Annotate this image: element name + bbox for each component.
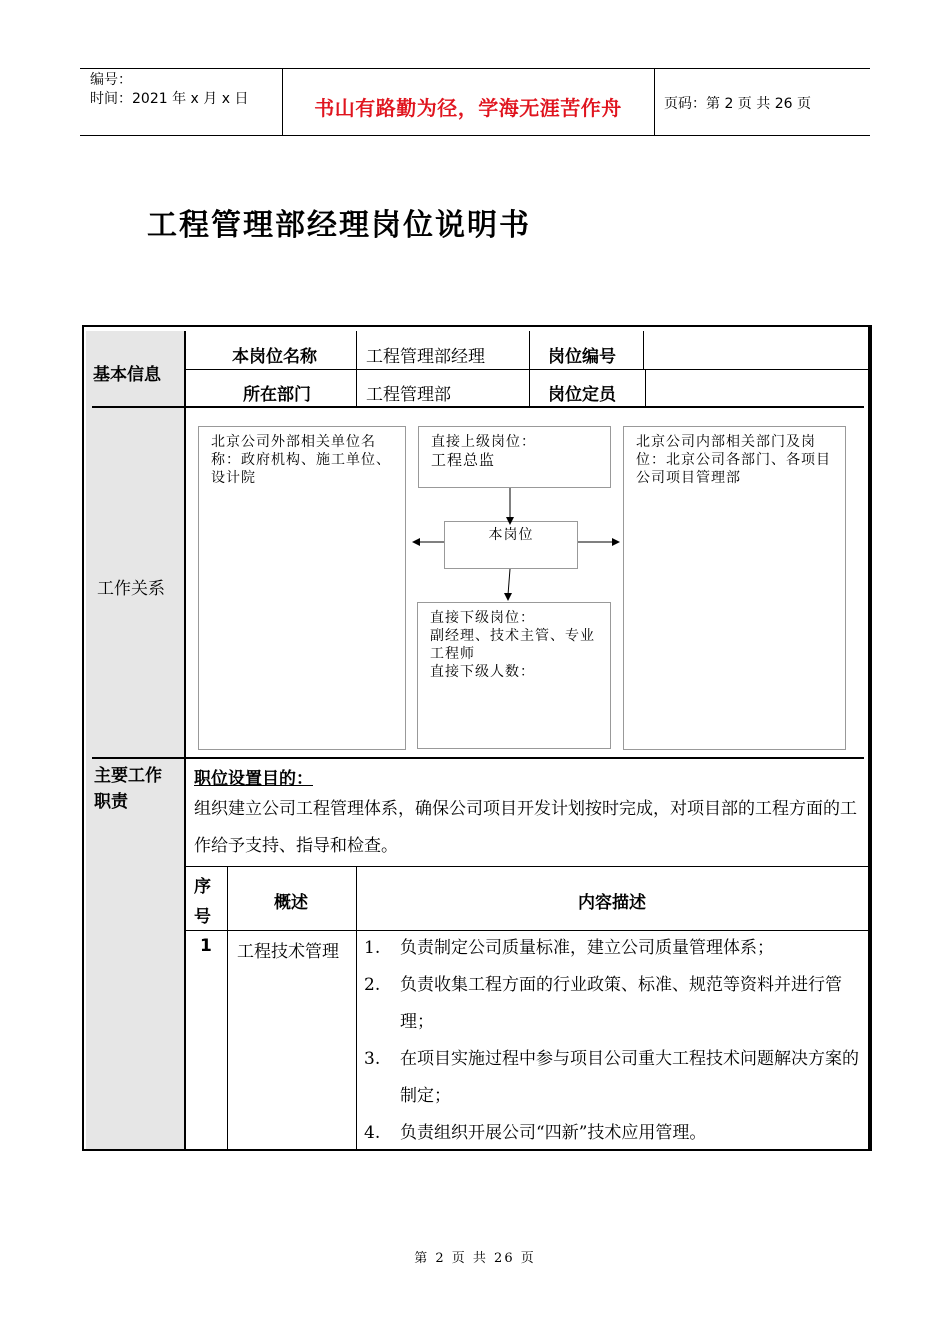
purpose-text: 组织建立公司工程管理体系，确保公司项目开发计划按时完成，对项目部的工程方面的工作给予支持、指导和检查。 (194, 799, 857, 856)
subordinate-count-label: 直接下级人数： (430, 664, 535, 680)
list-item: 4. 负责组织开展公司“四新”技术应用管理。 (364, 1123, 707, 1143)
subordinate-label: 直接下级岗位： (430, 610, 535, 626)
col-header-desc: 内容描述 (578, 893, 646, 913)
superior-box (418, 426, 611, 488)
arrow-head (506, 517, 514, 525)
doc-time: 时间：2021 年 x 月 x 日 (90, 91, 249, 107)
subordinate-value: 副经理、技术主管、专业工程师 (430, 628, 595, 662)
superior-value: 工程总监 (431, 451, 496, 469)
internal-units-box: 北京公司内部相关部门及岗位：北京公司各部门、各项目公司项目管理部 (623, 426, 846, 750)
col-divider (643, 331, 644, 369)
header-top-rule (80, 68, 870, 69)
post-name-value: 工程管理部经理 (366, 347, 485, 367)
header-motto: 书山有路勤为径，学海无涯苦作舟 (314, 96, 622, 120)
col-divider (356, 331, 357, 407)
headcount-label: 岗位定员 (548, 385, 616, 405)
dept-label: 所在部门 (243, 385, 311, 405)
col-divider (645, 369, 646, 407)
purpose-label: 职位设置目的： (194, 769, 313, 789)
duty-items-list (364, 930, 869, 1152)
col-divider (227, 866, 228, 1149)
arrow-head (612, 538, 620, 546)
post-name-label: 本岗位名称 (232, 347, 317, 367)
row-divider (186, 369, 870, 370)
arrow-down-line (508, 569, 510, 595)
header-meta (90, 71, 248, 109)
section-divider (92, 406, 864, 408)
header-divider (654, 69, 655, 136)
col-divider (356, 866, 357, 1149)
document-title: 工程管理部经理岗位说明书 (147, 208, 531, 243)
dept-value: 工程管理部 (366, 385, 451, 405)
duties-label: 主要工作职责 (94, 766, 162, 812)
current-post-box: 本岗位 (444, 521, 578, 569)
arrow-head (504, 593, 512, 601)
subordinate-box (417, 602, 611, 749)
duty-row-no: 1 (200, 936, 212, 956)
label-column-divider (184, 331, 186, 1149)
arrow-head (412, 538, 420, 546)
list-item: 2. 负责收集工程方面的行业政策、标准、规范等资料并进行管理； (364, 975, 842, 1032)
external-units-box: 北京公司外部相关单位名称：政府机构、施工单位、设计院 (198, 426, 406, 750)
work-relations-label: 工作关系 (97, 579, 165, 599)
header-bottom-rule (80, 135, 870, 136)
row-divider (186, 866, 870, 867)
superior-label: 直接上级岗位： (431, 434, 536, 450)
section-divider (92, 757, 864, 759)
list-item: 1. 负责制定公司质量标准，建立公司质量管理体系； (364, 938, 774, 958)
basic-info-label: 基本信息 (93, 365, 161, 385)
page-footer: 第 2 页 共 26 页 (414, 1251, 536, 1266)
col-header-no: 序号 (194, 877, 211, 927)
doc-code: 编号： (90, 72, 132, 88)
col-divider (529, 331, 530, 407)
col-header-summary: 概述 (274, 893, 308, 913)
header-page-info: 页码：第 2 页 共 26 页 (664, 96, 811, 112)
relation-arrows (400, 480, 640, 610)
duty-row-summary: 工程技术管理 (237, 942, 339, 962)
list-item: 3. 在项目实施过程中参与项目公司重大工程技术问题解决方案的制定； (364, 1049, 859, 1106)
post-code-label: 岗位编号 (548, 347, 616, 367)
